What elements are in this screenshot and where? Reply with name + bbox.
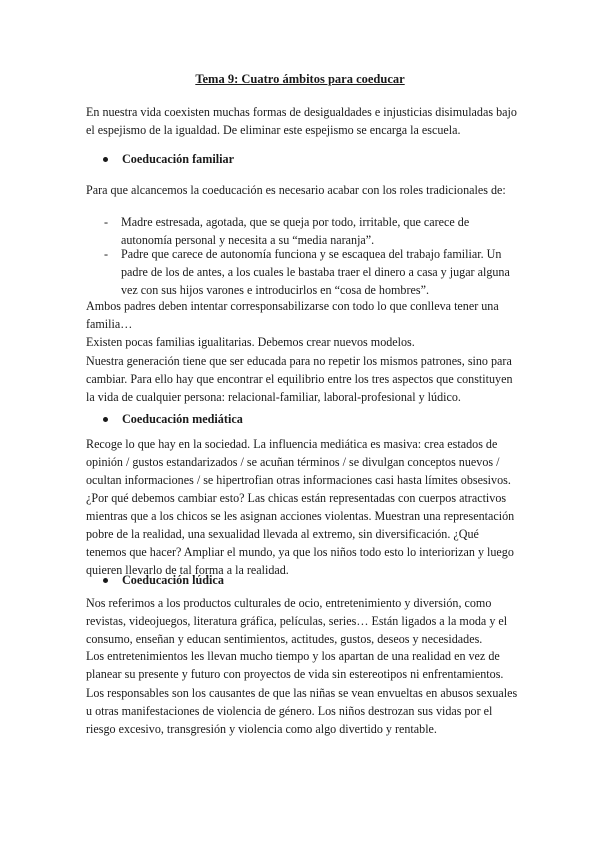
section-heading-text: Coeducación mediática bbox=[122, 412, 243, 426]
bullet-icon bbox=[103, 578, 108, 583]
section-heading-text: Coeducación lúdica bbox=[122, 573, 224, 587]
section-heading-ludica bbox=[103, 571, 224, 589]
dash-icon: - bbox=[104, 247, 109, 261]
section-heading-familiar bbox=[103, 150, 234, 168]
ludica-paragraph-2: Los entretenimientos les llevan mucho tiempo y los apartan de una realidad en vez de planear su presente y futuro con proyectos de vida sin estereotipos ni enfrentamientos. bbox=[86, 649, 504, 681]
list-item-text: Madre estresada, agotada, que se queja por todo, irritable, que carece de autonomía personal y necesita a su “media naranja”. bbox=[121, 215, 470, 247]
list-item bbox=[104, 245, 518, 299]
familiar-paragraph-4: Nuestra generación tiene que ser educada para no repetir los mismos patrones, sino para cambiar. Para ello hay que encontrar el equilibrio entre los tres aspectos que constituyen la vida de cualquier persona: relacional-familiar, laboral-profesional y lúdico. bbox=[86, 354, 513, 404]
familiar-paragraph-3: Existen pocas familias igualitarias. Debemos crear nuevos modelos. bbox=[86, 335, 415, 349]
section-heading-text: Coeducación familiar bbox=[122, 152, 235, 166]
intro-paragraph: En nuestra vida coexisten muchas formas de desigualdades e injusticias disimuladas bajo el espejismo de la igualdad. De eliminar este espejismo se encarga la escuela. bbox=[86, 105, 517, 137]
list-item-text: Padre que carece de autonomía funciona y se escaquea del trabajo familiar. Un padre de los de antes, a los cuales le bastaba traer el dinero a casa y jugar alguna vez con sus hijos varones e introducirlos en “cosa de hombres”. bbox=[121, 247, 510, 297]
familiar-paragraph-1: Para que alcancemos la coeducación es necesario acabar con los roles tradicionales de: bbox=[86, 183, 506, 197]
mediatica-paragraph-2: ¿Por qué debemos cambiar esto? Las chicas están representadas con cuerpos atractivos mientras que a los chicos se les asignan acciones violentas. Muestran una representación pobre de la realidad, una sexualidad llevada al extremo, sin diversificación. ¿Qué tenemos que hacer? Ampliar el mundo, ya que los niños todo esto lo interiorizan y luego quieren llevarlo de tal forma a la realidad. bbox=[86, 491, 515, 577]
ludica-paragraph-1: Nos referimos a los productos culturales de ocio, entretenimiento y diversión, como revistas, videojuegos, literatura gráfica, películas, series… Están ligados a la moda y el consumo, enseñan y educan sentimientos, actitudes, gustos, deseos y necesidades. bbox=[86, 596, 508, 646]
dash-icon: - bbox=[104, 215, 109, 229]
page-title: Tema 9: Cuatro ámbitos para coeducar bbox=[195, 72, 405, 86]
bullet-icon bbox=[103, 417, 108, 422]
familiar-paragraph-2: Ambos padres deben intentar corresponsabilizarse con todo lo que conlleva tener una familia… bbox=[86, 299, 499, 331]
bullet-icon bbox=[103, 157, 108, 162]
mediatica-paragraph-1: Recoge lo que hay en la sociedad. La influencia mediática es masiva: crea estados de opinión / gustos estandarizados / se acuñan términos / se divulgan conceptos nuevos / ocultan informaciones / se hipertrofian otras informaciones casi hasta límites obsesivos. bbox=[86, 437, 511, 487]
ludica-paragraph-3: Los responsables son los causantes de que las niñas se vean envueltas en abusos sexuales u otras manifestaciones de violencia de género. Los niños destrozan sus vidas por el riesgo excesivo, transgresión y violencia como algo divertido y rentable. bbox=[86, 686, 518, 736]
section-heading-mediatica bbox=[103, 410, 243, 428]
list-item bbox=[104, 213, 518, 249]
